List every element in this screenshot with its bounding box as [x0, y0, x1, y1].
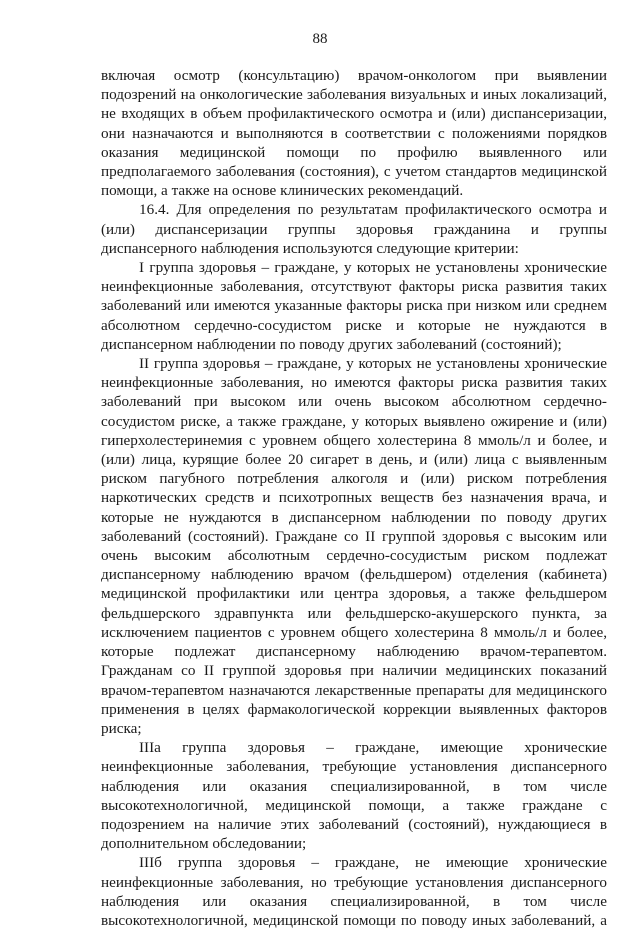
document-body [101, 66, 607, 930]
paragraph-health-group-2: II группа здоровья – граждане, у которых не установлены хронические неинфекционные заболевания, но имеются факторы риска развития таких заболеваний при высоком или очень высоком абсолютном сердечно-сосудистом риске, а также граждане, у которых выявлено ожирение и (или) гиперхолестеринемия с уровнем общего холестерина 8 ммоль/л и более, и (или) лица, курящие более 20 сигарет в день, и (или) лица с выявленным риском пагубного потребления алкоголя и (или) риском потребления наркотических средств и психотропных веществ без назначения врача, и которые не нуждаются в диспансерном наблюдении по поводу других заболеваний (состояний). Граждане со II группой здоровья с высоким или очень высоким абсолютным сердечно-сосудистым риском подлежат диспансерному наблюдению врачом (фельдшером) отделения (кабинета) медицинской профилактики или центра здоровья, а также фельдшером фельдшерского здравпункта или фельдшерско-акушерского пункта, за исключением пациентов с уровнем общего холестерина 8 ммоль/л и более, которые подлежат диспансерному наблюдению врачом-терапевтом. Гражданам со II группой здоровья при наличии медицинских показаний врачом-терапевтом назначаются лекарственные препараты для медицинского применения в целях фармакологической коррекции выявленных факторов риска; [101, 355, 607, 737]
paragraph-section-16-4: 16.4. Для определения по результатам профилактического осмотра и (или) диспансеризации группы здоровья гражданина и группы диспансерного наблюдения используются следующие критерии: [101, 201, 607, 257]
paragraph-health-group-3a: IIIа группа здоровья – граждане, имеющие хронические неинфекционные заболевания, требующие установления диспансерного наблюдения или оказания специализированной, в том числе высокотехнологичной, медицинской помощи, а также граждане с подозрением на наличие этих заболеваний (состояний), нуждающиеся в дополнительном обследовании; [101, 739, 607, 853]
page-number: 88 [312, 31, 328, 47]
paragraph-health-group-1: I группа здоровья – граждане, у которых не установлены хронические неинфекционные заболевания, отсутствуют факторы риска развития таких заболеваний или имеются указанные факторы риска при низком или среднем абсолютном сердечно-сосудистом риске и которые не нуждаются в диспансерном наблюдении по поводу других заболеваний (состояний); [101, 259, 607, 353]
paragraph-health-group-3b: IIIб группа здоровья – граждане, не имеющие хронические неинфекционные заболевания, но требующие установления диспансерного наблюдения или оказания специализированной, в том числе высокотехнологичной, медицинской помощи по поводу иных заболеваний, а [101, 854, 607, 929]
paragraph-continuation: включая осмотр (консультацию) врачом-онкологом при выявлении подозрений на онкологические заболевания визуальных и иных локализаций, не входящих в объем профилактического осмотра и (или) диспансеризации, они назначаются и выполняются в соответствии с положениями порядков оказания медицинской помощи по профилю выявленного или предполагаемого заболевания (состояния), с учетом стандартов медицинской помощи, а также на основе клинических рекомендаций. [101, 67, 607, 200]
